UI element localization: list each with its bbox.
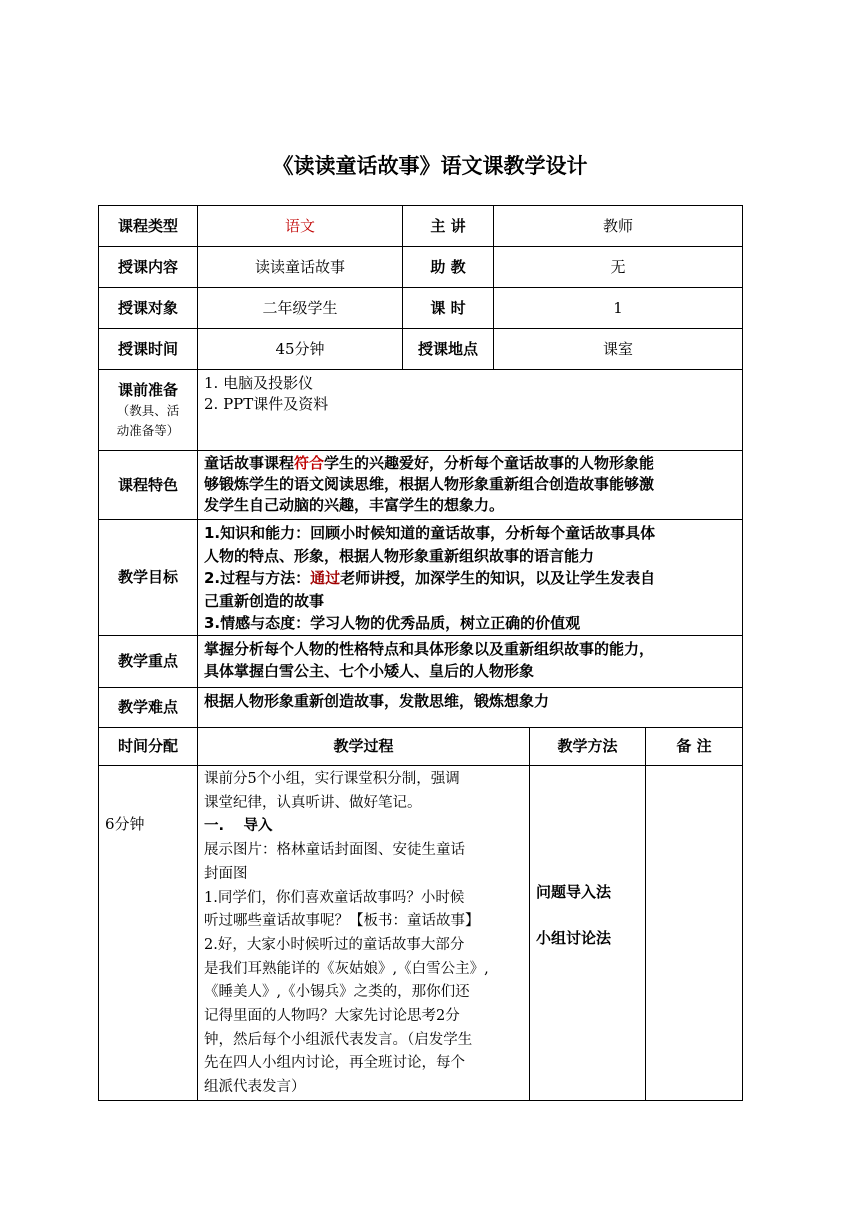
prep-item: 2. PPT课件及资料 [204,395,329,413]
key-points-label: 教学重点 [99,636,198,688]
schedule-process-header: 教学过程 [198,728,530,766]
schedule-method-header: 教学方法 [530,728,646,766]
process-line: 听过哪些童话故事呢？【板书：童话故事】 [204,913,480,930]
process-line: 1.同学们，你们喜欢童话故事吗？小时候 [204,889,465,906]
feature-text [198,451,743,520]
schedule-note [646,766,743,1101]
lesson-plan-table [98,205,743,1101]
feature-text-line-2: 够锻炼学生的语文阅读思维，根据人物形象重新组合创造故事能够激 [204,475,655,493]
process-line: 是我们耳熟能详的《灰姑娘》,《白雪公主》, [204,960,489,977]
audience-value: 二年级学生 [198,288,403,329]
process-line: 展示图片：格林童话封面图、安徒生童话 [204,842,465,859]
row-course-type [99,206,743,247]
place-value: 课室 [494,329,743,370]
process-line: 《睡美人》,《小锡兵》之类的，那你们还 [204,984,470,1001]
lecturer-label: 主 讲 [403,206,494,247]
assistant-label: 助 教 [403,247,494,288]
goal-3: 3.情感与态度：学习人物的优秀品质，树立正确的价值观 [204,614,581,632]
prep-label: 课前准备 [117,380,178,399]
process-line: 2.好，大家小时候听过的童话故事大部分 [204,936,465,953]
goals-text [198,520,743,636]
feature-text-line-3: 发学生自己动脑的兴趣，丰富学生的想象力。 [204,496,505,514]
prep-sublabel-1: （教具、活 [116,402,180,418]
key-points-text [198,636,743,688]
audience-label: 授课对象 [99,288,198,329]
process-line: 记得里面的人物吗？大家先讨论思考2分 [204,1008,460,1025]
feature-label: 课程特色 [99,451,198,520]
content-label: 授课内容 [99,247,198,288]
time-value: 45分钟 [198,329,403,370]
hours-value: 1 [494,288,743,329]
process-line: 一. 导入 [204,818,273,835]
time-label: 授课时间 [99,329,198,370]
prep-label-cell [99,370,198,451]
feature-text-post-1: 学生的兴趣爱好，分析每个童话故事的人物形象能 [324,454,655,472]
schedule-time: 6分钟 [99,766,198,1101]
goals-label: 教学目标 [99,520,198,636]
process-line: 组派代表发言） [204,1079,306,1096]
row-goals [99,520,743,636]
difficulty-label: 教学难点 [99,688,198,728]
row-schedule-1 [99,766,743,1101]
goal-1-line-1: 1.知识和能力：回顾小时候知道的童话故事，分析每个童话故事具体 [204,524,656,542]
row-key-points [99,636,743,688]
course-type-value: 语文 [198,206,403,247]
difficulty-text: 根据人物形象重新创造故事，发散思维，锻炼想象力 [198,688,743,728]
content-value: 读读童话故事 [198,247,403,288]
prep-item: 1. 电脑及投影仪 [204,374,314,392]
row-prep [99,370,743,451]
process-line: 课堂纪律，认真听讲、做好笔记。 [204,794,422,811]
schedule-time-header: 时间分配 [99,728,198,766]
row-content [99,247,743,288]
process-line: 课前分5个小组，实行课堂积分制，强调 [204,771,460,787]
process-line: 钟，然后每个小组派代表发言。（启发学生 [204,1031,473,1048]
process-line: 先在四人小组内讨论，再全班讨论，每个 [204,1055,465,1072]
course-type-label: 课程类型 [99,206,198,247]
goal-2-line-2: 己重新创造的故事 [204,591,325,610]
assistant-value: 无 [494,247,743,288]
page-title: 《读读童话故事》语文课教学设计 [272,154,588,178]
key-points-line-1: 掌握分析每个人物的性格特点和具体形象以及重新组织故事的能力， [204,640,655,658]
key-points-line-2: 具体掌握白雪公主、七个小矮人、皇后的人物形象 [204,662,535,680]
goal-1-line-2: 人物的特点、形象，根据人物形象重新组织故事的语言能力 [204,546,595,565]
feature-text-red: 符合 [294,454,325,472]
goal-2-post: 老师讲授，加深学生的知识，以及让学生发表自 [340,569,656,587]
prep-sublabel-2: 动准备等） [116,422,180,438]
prep-items [198,370,743,451]
hours-label: 课 时 [403,288,494,329]
process-line: 封面图 [204,865,248,882]
feature-text-pre: 童话故事课程 [204,454,295,472]
schedule-process [198,766,530,1101]
row-audience [99,288,743,329]
schedule-note-header: 备 注 [646,728,743,766]
schedule-method [530,766,646,1101]
goal-2-pre: 2.过程与方法： [204,569,311,587]
row-schedule-header [99,728,743,766]
goal-2-red: 通过 [310,569,341,587]
row-time [99,329,743,370]
method-1: 问题导入法 [536,883,612,901]
row-feature [99,451,743,520]
lecturer-value: 教师 [494,206,743,247]
row-difficulty [99,688,743,728]
place-label: 授课地点 [403,329,494,370]
method-2: 小组讨论法 [536,929,612,947]
